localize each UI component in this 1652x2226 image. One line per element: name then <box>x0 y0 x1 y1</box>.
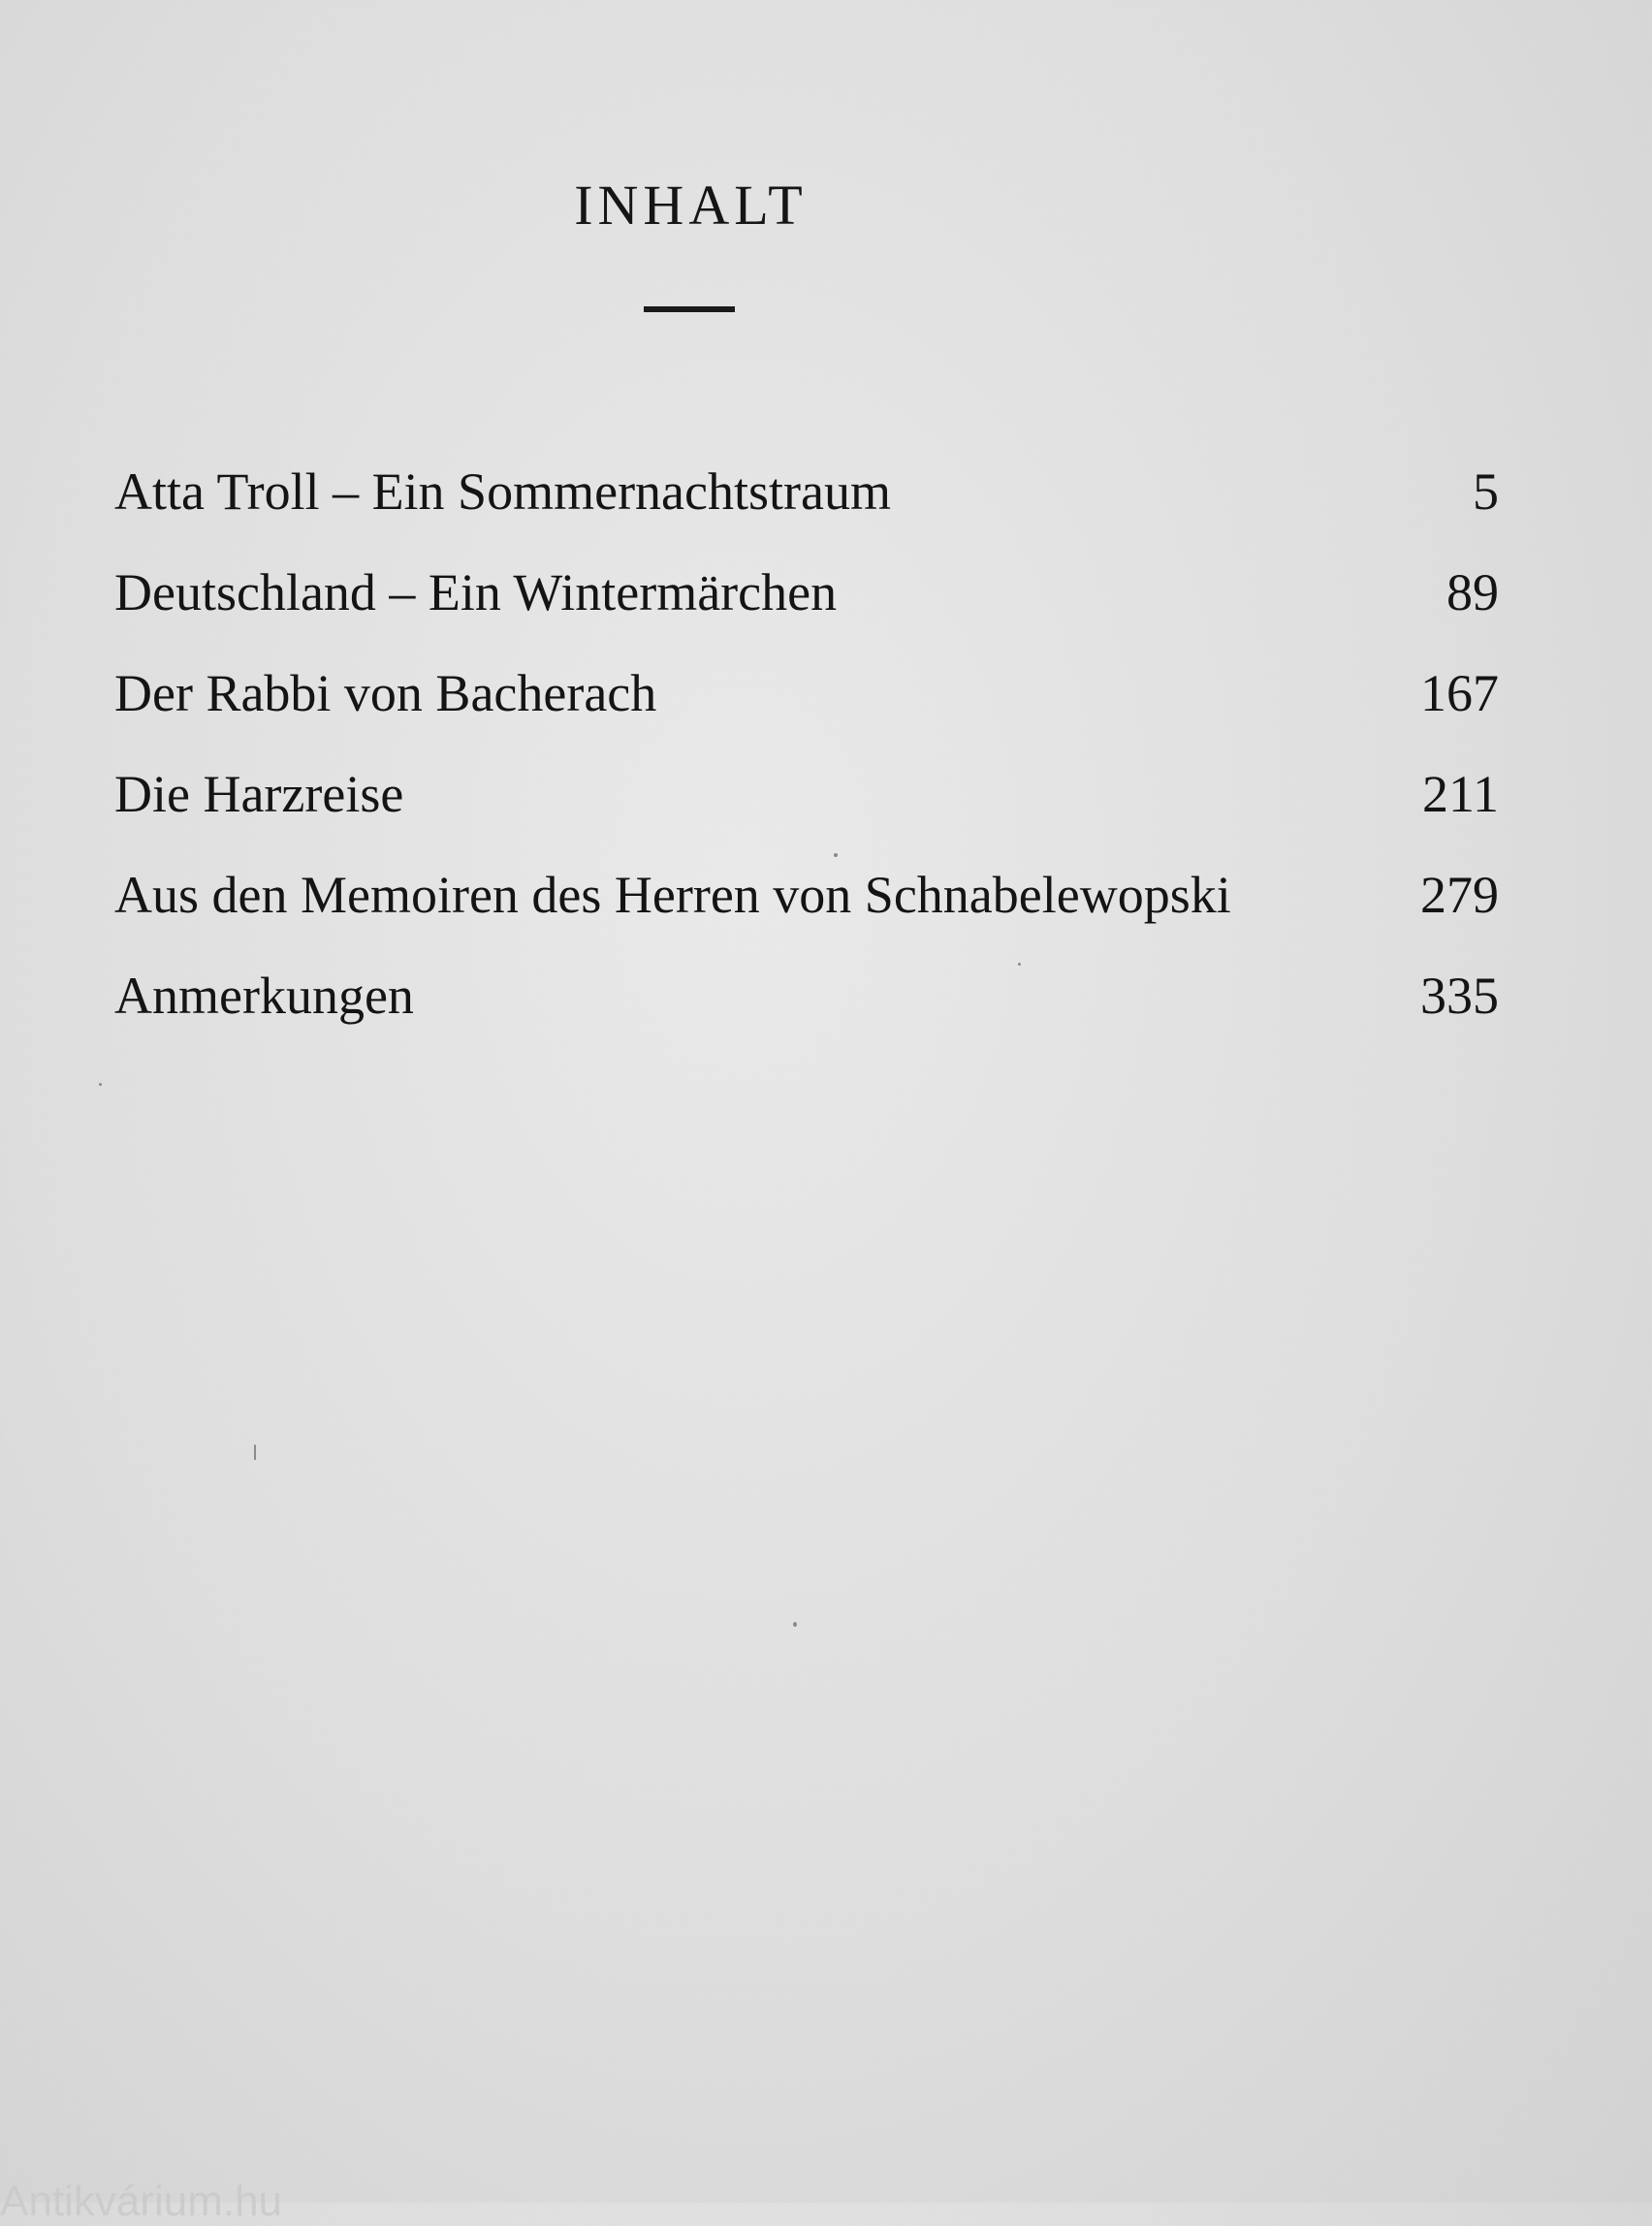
paper-speck <box>99 1083 102 1086</box>
toc-entry-page: 167 <box>1420 664 1499 722</box>
toc-entry <box>114 643 1499 744</box>
toc-entry-page: 5 <box>1473 462 1499 521</box>
watermark-text: Antikvárium.hu <box>0 2178 283 2225</box>
page-title: INHALT <box>574 174 808 237</box>
toc-entry <box>114 844 1499 945</box>
toc-entry-title: Der Rabbi von Bacherach <box>114 664 657 722</box>
toc-entry <box>114 744 1499 844</box>
toc-entry <box>114 542 1499 643</box>
toc-entry-title: Atta Troll – Ein Sommernachtstraum <box>114 462 891 521</box>
toc-entry-title: Deutschland – Ein Wintermärchen <box>114 563 838 621</box>
paper-speck <box>834 853 838 857</box>
toc-entry-title: Anmerkungen <box>114 967 414 1025</box>
table-of-contents <box>114 441 1499 1046</box>
toc-entry-title: Die Harzreise <box>114 765 404 823</box>
toc-entry-page: 89 <box>1446 563 1499 621</box>
toc-entry-page: 279 <box>1420 866 1499 924</box>
paper-speck <box>793 1622 797 1627</box>
paper-speck <box>1018 963 1021 966</box>
toc-entry-page: 335 <box>1420 967 1499 1025</box>
paper-speck <box>254 1445 256 1460</box>
title-rule <box>644 306 735 312</box>
toc-entry <box>114 945 1499 1046</box>
toc-entry-page: 211 <box>1422 765 1499 823</box>
toc-entry <box>114 441 1499 542</box>
toc-entry-title: Aus den Memoiren des Herren von Schnabelewopski <box>114 866 1231 924</box>
